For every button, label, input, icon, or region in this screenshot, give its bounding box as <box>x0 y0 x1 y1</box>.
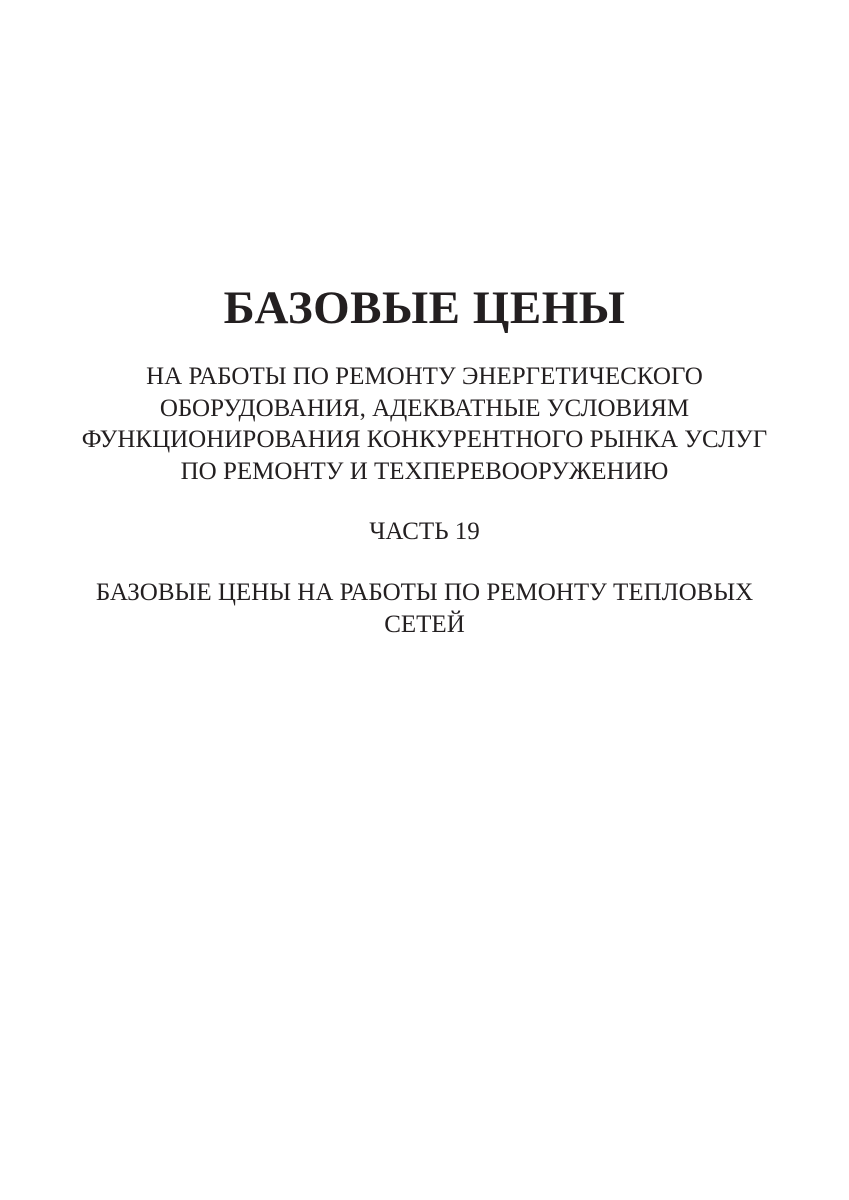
subtitle-line: ПО РЕМОНТУ И ТЕХПЕРЕВООРУЖЕНИЮ <box>180 457 669 485</box>
document-subtitle <box>40 361 809 487</box>
part-title-line: БАЗОВЫЕ ЦЕНЫ НА РАБОТЫ ПО РЕМОНТУ ТЕПЛОВЫХ <box>95 579 754 606</box>
subtitle-line: ОБОРУДОВАНИЯ, АДЕКВАТНЫЕ УСЛОВИЯМ <box>159 394 690 422</box>
document-title: БАЗОВЫЕ ЦЕНЫ <box>223 282 626 334</box>
subtitle-line: НА РАБОТЫ ПО РЕМОНТУ ЭНЕРГЕТИЧЕСКОГО <box>146 363 703 390</box>
subtitle-line: ФУНКЦИОНИРОВАНИЯ КОНКУРЕНТНОГО РЫНКА УСЛУГ <box>81 426 768 453</box>
part-title <box>40 577 809 640</box>
part-title-line: СЕТЕЙ <box>384 610 465 638</box>
part-number: ЧАСТЬ 19 <box>369 518 480 545</box>
